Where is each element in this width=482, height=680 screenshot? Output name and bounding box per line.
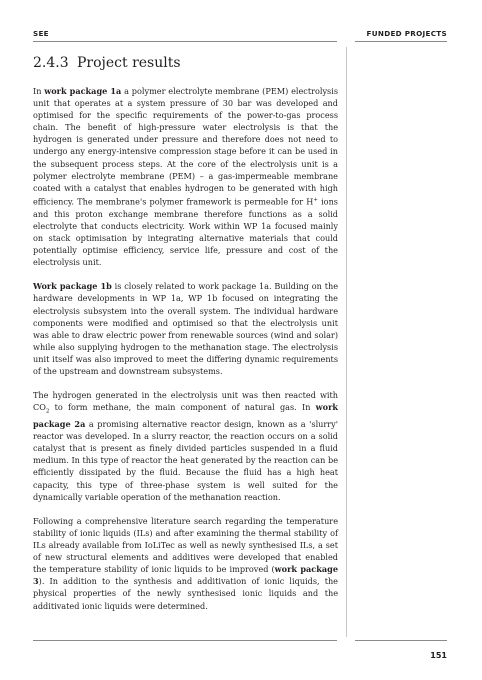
paragraph-text: Following a comprehensive literature search regarding the temperature stability of ionic liquids (ILs) and after examining the thermal stability of ILs already available from IoLiTec as well as newly synthesised ILs, a set of new structural elements and additives were developed that enabled the temperature stability of ionic liquids to be improved ( bbox=[33, 515, 338, 575]
footer-rule-right bbox=[355, 640, 447, 641]
paragraph-text: ions and this proton exchange membrane therefore functions as a solid electrolyte that conducts electricity. Work within WP 1a focused mainly on stack optimisation by integrating alternative materials that could potentially optimise efficiency, service life, pressure and cost of the electrolysis unit. bbox=[33, 196, 338, 268]
subscript: 2 bbox=[45, 408, 50, 415]
header-rule-left bbox=[33, 41, 337, 42]
header-section-label: SEE bbox=[33, 29, 49, 38]
paragraph-text: a promising alternative reactor design, known as a 'slurry' reactor was developed. In a slurry reactor, the reaction occurs on a solid catalyst that is present as finely divided particles suspended in a fluid medium. In this type of reactor the heat generated by the reaction can be efficiently dissipated by the fluid. Because the fluid has a high heat capacity, this type of three-phase system is well suited for the dynamically variable operation of the methanation reaction. bbox=[33, 419, 339, 502]
paragraph-text: to form methane, the main component of natural gas. In bbox=[49, 402, 316, 413]
superscript: + bbox=[313, 196, 318, 203]
section-heading bbox=[33, 55, 181, 71]
paragraph bbox=[33, 85, 338, 268]
work-package-label: work package 1a bbox=[44, 86, 122, 96]
paragraph bbox=[33, 515, 338, 612]
work-package-label: Work package 1b bbox=[33, 281, 112, 292]
page-number: 151 bbox=[430, 651, 447, 660]
work-package-label: work package 3 bbox=[33, 564, 338, 587]
paragraph-text: The hydrogen generated in the electrolysis unit was then reacted with CO bbox=[33, 390, 338, 413]
column-divider bbox=[346, 47, 347, 637]
paragraph-text: ). In addition to the synthesis and additivation of ionic liquids, the physical properties of the newly synthesised ionic liquids and the additivated ionic liquids were determined. bbox=[33, 576, 338, 611]
paragraph-text: a polymer electrolyte membrane (PEM) electrolysis unit that operates at a system pressure of 30 bar was developed and optimised for the specific requirements of the power-to-gas process chain. The benefit of high-pressure water electrolysis is that the hydrogen is generated under pressure and therefore does not need to undergo any energy-intensive compression stage before it can be used in the subsequent process steps. At the core of the electrolysis unit is a polymer electrolyte membrane (PEM) – a gas-impermeable membrane coated with a catalyst that enables hydrogen to be generated with high efficiency. The membrane's polymer framework is permeable for H bbox=[33, 86, 338, 207]
paragraph bbox=[33, 280, 338, 377]
header-chapter-label: FUNDED PROJECTS bbox=[366, 29, 447, 38]
footer-rule-left bbox=[33, 640, 337, 641]
section-title: Project results bbox=[77, 55, 181, 71]
paragraph-text: is closely related to work package 1a. Building on the hardware developments in WP 1a, WP 1b focused on integrating the electrolysis subsystem into the overall system. The individual hardware components were modified and optimised so that the electrolysis unit was able to draw electric power from renewable sources (wind and solar) while also supplying hydrogen to the methanation stage. The electrolysis unit itself was also improved to meet the differing dynamic requirements of the upstream and downstream subsystems. bbox=[33, 281, 338, 376]
paragraph bbox=[33, 389, 338, 502]
section-number: 2.4.3 bbox=[33, 55, 69, 71]
body-text bbox=[33, 85, 338, 624]
header-rule-right bbox=[355, 41, 447, 42]
paragraph-text: In bbox=[33, 86, 45, 96]
work-package-label: work package 2a bbox=[33, 402, 338, 430]
